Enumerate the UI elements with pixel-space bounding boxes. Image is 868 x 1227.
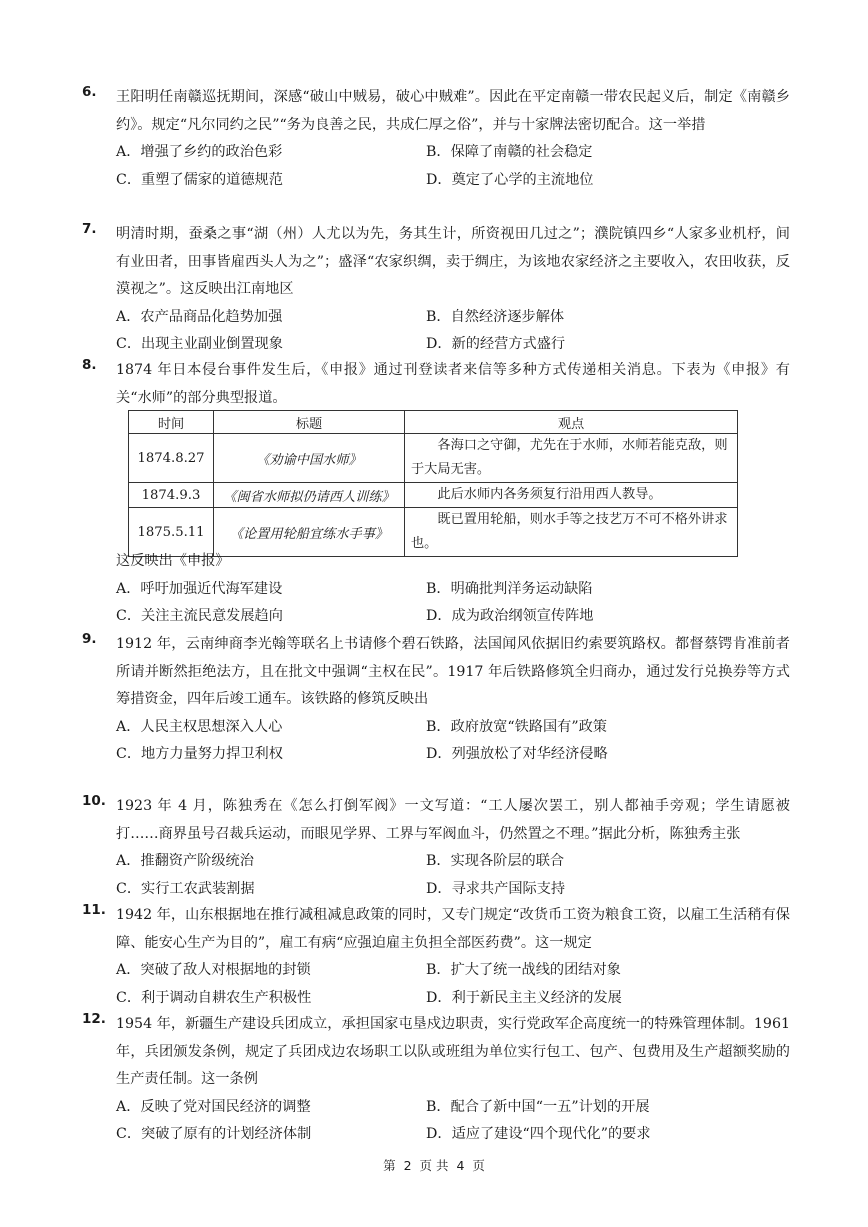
option-a: A．推翻资产阶级统治 xyxy=(116,853,254,869)
cell-title: 《论置用轮船宜练水手事》 xyxy=(214,508,405,557)
header-view: 观点 xyxy=(405,411,738,434)
footer-total-pages: 4 xyxy=(456,1158,465,1173)
cell-title: 《劝谕中国水师》 xyxy=(214,434,405,483)
question-6 xyxy=(82,84,790,194)
footer-mid: 页 共 xyxy=(419,1158,449,1173)
table-row xyxy=(129,483,738,508)
question-number: 10. xyxy=(82,793,106,809)
cell-view: 此后水师内各务须复行沿用西人教导。 xyxy=(405,483,738,508)
question-stem: 王阳明任南赣巡抚期间，深感“破山中贼易，破心中贼难”。因此在平定南赣一带农民起义后，制定《南赣乡约》。规定“凡尔同约之民”“务为良善之民，共成仁厚之俗”，并与十家牌法密切配合。这一举措 xyxy=(116,89,790,133)
question-stem: 1874 年日本侵台事件发生后，《申报》通过刊登读者来信等多种方式传递相关消息。下表为《申报》有关“水师”的部分典型报道。 xyxy=(116,362,790,406)
options xyxy=(116,1094,790,1149)
option-d: D．利于新民主主义经济的发展 xyxy=(426,989,622,1006)
question-stem: 1923 年 4 月，陈独秀在《怎么打倒军阀》一文写道：“工人屡次罢工，别人都袖手旁观；学生请愿被打……商界虽号召裁兵运动，而眼见学界、工界与军阀血斗，仍然置之不理。”据此分析，陈独秀主张 xyxy=(116,798,790,842)
question-stem: 1942 年，山东根据地在推行减租减息政策的同时，又专门规定“改货币工资为粮食工资，以雇工生活稍有保障、能安心生产为目的”，雇工有病“应强迫雇主负担全部医药费”。这一规定 xyxy=(116,907,790,951)
option-d: D．新的经营方式盛行 xyxy=(426,336,566,352)
question-stem: 明清时期，蚕桑之事“湖（州）人尤以为先，务其生计，所资视田几过之”；濮院镇四乡“人家多业机杼，间有业田者，田事皆雇西头人为之”；盛泽“农家织绸，卖于绸庄，为该地农家经济之主要收入，农田收获，反漠视之”。这反映出江南地区 xyxy=(116,226,790,297)
option-c: C．利于调动自耕农生产积极性 xyxy=(116,989,312,1006)
table-header-row xyxy=(129,411,738,434)
option-d: D．列强放松了对华经济侵略 xyxy=(426,746,608,762)
option-c: C．地方力量努力捍卫利权 xyxy=(116,746,283,762)
option-a: A．农产品商品化趋势加强 xyxy=(116,308,283,325)
option-b: B．政府放宽“铁路国有”政策 xyxy=(426,718,607,735)
footer-suffix: 页 xyxy=(472,1158,485,1173)
question-stem: 1912 年，云南绅商李光翰等联名上书请修个碧石铁路，法国闻风依据旧约索要筑路权。都督蔡锷肯准前者所请并断然拒绝法方，且在批文中强调“主权在民”。1917 年后铁路修筑全归商办，通过发行兑换券等方式筹措资金，四年后竣工通车。该铁路的修筑反映出 xyxy=(116,636,790,707)
option-d: D．成为政治纲领宣传阵地 xyxy=(426,608,594,624)
cell-time: 1874.9.3 xyxy=(129,483,214,508)
question-number: 6. xyxy=(82,84,97,100)
question-number: 7. xyxy=(82,221,97,237)
footer-prefix: 第 xyxy=(383,1158,396,1173)
cell-view: 各海口之守御，尤先在于水师，水师若能克敌，则于大局无害。 xyxy=(405,434,738,483)
option-c: C．重塑了儒家的道德规范 xyxy=(116,171,283,188)
option-d: D．适应了建设“四个现代化”的要求 xyxy=(426,1126,651,1142)
header-title: 标题 xyxy=(214,411,405,434)
footer-page-number: 2 xyxy=(403,1158,412,1173)
option-b: B．实现各阶层的联合 xyxy=(426,853,565,869)
option-d: D．奠定了心学的主流地位 xyxy=(426,171,594,188)
option-a: A．人民主权思想深入人心 xyxy=(116,718,283,735)
question-number: 12. xyxy=(82,1011,106,1027)
question-12 xyxy=(82,1011,790,1149)
option-c: C．关注主流民意发展趋向 xyxy=(116,608,283,624)
cell-time: 1875.5.11 xyxy=(129,508,214,557)
question-number: 9. xyxy=(82,631,97,647)
question-8-continued xyxy=(82,548,790,631)
question-number: 8. xyxy=(82,357,97,373)
option-c: C．出现主业副业倒置现象 xyxy=(116,336,283,352)
question-7 xyxy=(82,221,790,359)
question-stem-after-table: 这反映出《申报》 xyxy=(116,553,230,569)
options xyxy=(116,139,790,194)
table-row xyxy=(129,434,738,483)
option-b: B．自然经济逐步解体 xyxy=(426,308,565,325)
options xyxy=(116,714,790,769)
option-c: C．实行工农武装割据 xyxy=(116,880,255,897)
option-b: B．明确批判洋务运动缺陷 xyxy=(426,580,593,597)
question-11 xyxy=(82,902,790,1012)
option-b: B．保障了南赣的社会稳定 xyxy=(426,144,593,160)
option-a: A．反映了党对国民经济的调整 xyxy=(116,1098,311,1115)
question-stem: 1954 年，新疆生产建设兵团成立，承担国家屯垦戍边职责，实行党政军企高度统一的特殊管理体制。1961 年，兵团颁发条例，规定了兵团戍边农场职工以队或班组为单位实行包工、包产、包费用及生产超额奖励的生产责任制。这一条例 xyxy=(116,1016,790,1087)
header-time: 时间 xyxy=(129,411,214,434)
page-footer xyxy=(0,1156,868,1174)
question-10 xyxy=(82,793,790,903)
options xyxy=(116,957,790,1012)
option-b: B．扩大了统一战线的团结对象 xyxy=(426,962,621,978)
cell-title: 《闽省水师拟仍请西人训练》 xyxy=(214,483,405,508)
cell-time: 1874.8.27 xyxy=(129,434,214,483)
options xyxy=(116,304,790,359)
option-c: C．突破了原有的计划经济体制 xyxy=(116,1126,312,1142)
option-a: A．呼吁加强近代海军建设 xyxy=(116,580,283,597)
option-a: A．增强了乡约的政治色彩 xyxy=(116,144,283,160)
option-b: B．配合了新中国“一五”计划的开展 xyxy=(426,1098,650,1115)
question-8 xyxy=(82,357,790,412)
cell-view: 既已置用轮船，则水手等之技艺万不可不格外讲求也。 xyxy=(405,508,738,557)
news-table xyxy=(128,410,738,557)
question-number: 11. xyxy=(82,902,106,918)
options xyxy=(116,576,790,631)
option-d: D．寻求共产国际支持 xyxy=(426,880,566,897)
question-9 xyxy=(82,631,790,769)
options xyxy=(116,848,790,903)
option-a: A．突破了敌人对根据地的封锁 xyxy=(116,962,311,978)
